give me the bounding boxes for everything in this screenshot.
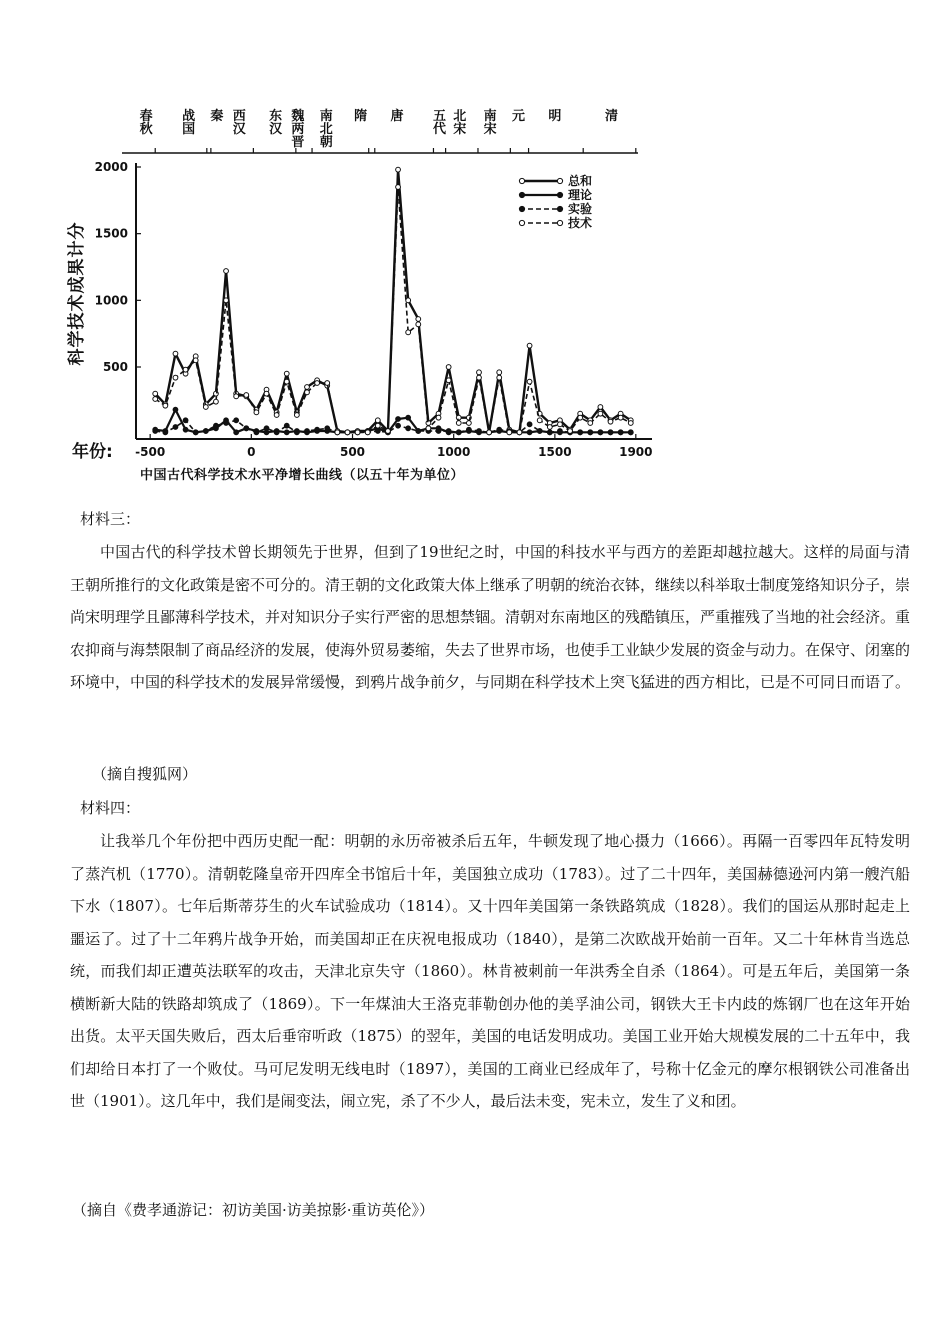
data-point-实验 <box>436 429 441 434</box>
data-point-实验 <box>456 430 461 435</box>
data-point-实验 <box>284 423 289 428</box>
x-tick-label: 500 <box>339 445 366 459</box>
data-point-实验 <box>406 426 411 431</box>
y-axis-label-char: 技 <box>67 312 87 330</box>
material3-paragraph: 中国古代的科学技术曾长期领先于世界，但到了19世纪之时，中国的科技水平与西方的差距却越拉越大。这样的局面与清王朝所推行的文化政策是密不可分的。清王朝的文化政策大体上继承了明朝的统治衣钵，继续以科举取士制度笼络知识分子，崇尚宋明理学且鄙薄科学技术，并对知识分子实行严密的思想禁锢。清朝对东南地区的残酷镇压，严重摧残了当地的社会经济。重农抑商与海禁限制了商品经济的发展，使海外贸易萎缩，失去了世界市场，也使手工业缺少发展的资金与动力。在保守、闭塞的环境中，中国的科学技术的发展异常缓慢，到鸦片战争前夕，与同期在科学技术上突飞猛进的西方相比，已是不可同日而语了。 <box>70 543 911 691</box>
data-point-技术 <box>355 430 360 435</box>
data-point-技术 <box>568 429 573 434</box>
y-tick-label: 500 <box>102 360 128 374</box>
data-point-技术 <box>446 378 451 383</box>
material3-source: （摘自搜狐网） <box>92 765 198 783</box>
data-point-实验 <box>214 423 219 428</box>
data-point-实验 <box>396 423 401 428</box>
dynasty-label: 汉 <box>232 122 246 137</box>
dynasty-label: 西 <box>232 109 246 124</box>
dynasty-label: 隋 <box>354 109 368 124</box>
legend-label: 实验 <box>568 202 593 216</box>
dynasty-label: 南 <box>483 109 497 124</box>
data-point-实验 <box>547 430 552 435</box>
dynasty-label: 明 <box>548 109 562 124</box>
data-point-实验 <box>183 418 188 423</box>
data-point-技术 <box>244 393 249 398</box>
data-point-技术 <box>517 430 522 435</box>
material4-label: 材料四： <box>80 799 141 817</box>
data-point-实验 <box>558 429 563 434</box>
y-axis-label-char: 分 <box>67 222 87 240</box>
data-point-实验 <box>537 429 542 434</box>
legend-label: 技术 <box>568 216 593 230</box>
x-axis-label: 年份: <box>72 442 113 462</box>
data-point-总和 <box>284 371 289 376</box>
data-point-技术 <box>507 430 512 435</box>
dynasty-label: 宋 <box>453 122 467 137</box>
data-point-总和 <box>598 405 603 410</box>
data-point-理论 <box>234 430 239 435</box>
legend-marker <box>557 206 562 211</box>
data-point-总和 <box>446 365 451 370</box>
data-point-技术 <box>315 381 320 386</box>
data-point-总和 <box>497 370 502 375</box>
data-point-技术 <box>456 421 461 426</box>
dynasty-label: 南 <box>319 109 333 124</box>
y-tick-label: 1500 <box>94 226 128 241</box>
dynasty-label: 国 <box>182 122 196 137</box>
data-point-总和 <box>396 167 401 172</box>
data-point-实验 <box>527 422 532 427</box>
dynasty-label: 春 <box>139 109 153 124</box>
data-point-理论 <box>406 415 411 420</box>
data-point-技术 <box>365 430 370 435</box>
dynasty-label: 代 <box>433 122 447 137</box>
y-axis-label-char: 成 <box>67 276 87 294</box>
dynasty-label: 东 <box>269 109 283 124</box>
science-growth-chart <box>60 95 700 495</box>
legend-marker <box>519 206 524 211</box>
y-axis-label-char: 学 <box>67 330 87 348</box>
dynasty-label: 清 <box>605 109 619 124</box>
data-point-技术 <box>183 367 188 372</box>
y-axis-label-char: 果 <box>67 258 87 276</box>
data-point-实验 <box>264 426 269 431</box>
data-point-实验 <box>274 430 279 435</box>
material3-label: 材料三： <box>80 510 141 528</box>
x-tick-label: 1500 <box>538 445 572 459</box>
data-point-实验 <box>466 427 471 432</box>
data-point-技术 <box>477 375 482 380</box>
data-point-技术 <box>487 430 492 435</box>
dynasty-label: 宋 <box>483 122 497 137</box>
data-point-技术 <box>375 423 380 428</box>
data-point-实验 <box>203 429 208 434</box>
data-point-技术 <box>224 298 229 303</box>
x-tick-label: 1900 <box>619 445 653 459</box>
data-point-技术 <box>325 381 330 386</box>
y-axis-label-char: 术 <box>67 294 87 312</box>
data-point-技术 <box>426 426 431 431</box>
dynasty-label: 魏 <box>291 109 305 124</box>
legend-marker <box>519 220 524 225</box>
data-point-技术 <box>274 413 279 418</box>
data-point-总和 <box>527 343 532 348</box>
y-tick-label: 2000 <box>94 160 128 174</box>
dynasty-label: 元 <box>511 109 525 124</box>
data-point-实验 <box>618 430 623 435</box>
chart-caption: 中国古代科学技术水平净增长曲线（以五十年为单位） <box>140 468 465 483</box>
y-axis-label-char: 计 <box>67 240 87 258</box>
data-point-实验 <box>446 429 451 434</box>
data-point-技术 <box>406 330 411 335</box>
data-point-技术 <box>254 410 259 415</box>
data-point-技术 <box>396 185 401 190</box>
dynasty-label: 唐 <box>390 109 404 124</box>
data-point-实验 <box>234 418 239 423</box>
data-point-技术 <box>173 375 178 380</box>
data-point-实验 <box>153 429 158 434</box>
data-point-技术 <box>305 390 310 395</box>
data-point-总和 <box>153 391 158 396</box>
dynasty-label: 朝 <box>319 135 333 150</box>
data-point-理论 <box>527 430 532 435</box>
data-point-理论 <box>173 407 178 412</box>
data-point-总和 <box>477 370 482 375</box>
legend-marker <box>557 178 562 183</box>
data-point-技术 <box>537 418 542 423</box>
material4-source: （摘自《费孝通游记：初访美国·访美掠影·重访英伦》） <box>72 1201 435 1219</box>
data-point-实验 <box>294 430 299 435</box>
data-point-实验 <box>375 429 380 434</box>
data-point-实验 <box>193 430 198 435</box>
data-point-技术 <box>163 403 168 408</box>
material4-body <box>70 825 910 1118</box>
data-point-技术 <box>234 394 239 399</box>
data-point-总和 <box>173 351 178 356</box>
x-tick-label: -500 <box>135 445 166 459</box>
data-point-实验 <box>244 426 249 431</box>
data-point-技术 <box>588 421 593 426</box>
data-point-总和 <box>416 317 421 322</box>
data-point-技术 <box>193 358 198 363</box>
data-point-技术 <box>284 379 289 384</box>
material3-body <box>70 536 910 699</box>
data-point-技术 <box>436 415 441 420</box>
y-axis-label-char: 科 <box>67 348 87 366</box>
data-point-技术 <box>153 397 158 402</box>
dynasty-label: 晋 <box>291 135 305 150</box>
legend-marker <box>519 178 524 183</box>
data-point-实验 <box>305 429 310 434</box>
data-point-实验 <box>588 430 593 435</box>
legend-label: 理论 <box>568 188 593 202</box>
data-point-技术 <box>335 430 340 435</box>
data-point-实验 <box>416 429 421 434</box>
data-point-技术 <box>497 375 502 380</box>
x-tick-label: 1000 <box>436 445 471 459</box>
data-point-技术 <box>618 415 623 420</box>
data-point-技术 <box>214 399 219 404</box>
data-point-技术 <box>608 419 613 424</box>
dynasty-label: 战 <box>182 109 196 124</box>
data-point-实验 <box>608 430 613 435</box>
data-point-实验 <box>628 430 633 435</box>
legend-marker <box>519 192 524 197</box>
data-point-技术 <box>386 429 391 434</box>
data-point-实验 <box>163 430 168 435</box>
data-point-理论 <box>183 427 188 432</box>
dynasty-label: 北 <box>453 109 467 124</box>
data-point-总和 <box>305 385 310 390</box>
data-point-总和 <box>375 418 380 423</box>
data-point-实验 <box>254 430 259 435</box>
data-point-实验 <box>497 427 502 432</box>
dynasty-label: 汉 <box>269 122 283 137</box>
data-point-理论 <box>284 430 289 435</box>
data-point-技术 <box>203 405 208 410</box>
data-point-技术 <box>547 425 552 430</box>
dynasty-label: 秦 <box>210 109 224 124</box>
data-point-实验 <box>173 425 178 430</box>
data-point-实验 <box>315 427 320 432</box>
data-point-理论 <box>396 417 401 422</box>
legend-marker <box>557 192 562 197</box>
dynasty-label: 秋 <box>139 122 153 137</box>
data-point-技术 <box>558 422 563 427</box>
y-tick-label: 1000 <box>94 293 128 308</box>
data-point-技术 <box>628 421 633 426</box>
dynasty-label: 两 <box>291 122 305 137</box>
data-point-技术 <box>416 322 421 327</box>
legend-marker <box>557 220 562 225</box>
material4-paragraph: 让我举几个年份把中西历史配一配：明朝的永历帝被杀后五年，牛顿发现了地心摄力（1666）。再隔一百零四年瓦特发明了蒸汽机（1770）。清朝乾隆皇帝开四库全书馆后十年，美国独立成功（1783）。过了二十四年，美国赫德逊河内第一艘汽船下水（1807）。七年后斯蒂芬生的火车试验成功（1814）。又十四年美国第一条铁路筑成（1828）。我们的国运从那时起走上噩运了。过了十二年鸦片战争开始，而美国却正在庆祝电报成功（1840），是第二次欧战开始前一百年。又二十年林肯当选总统，而我们却正遭英法联军的攻击，天津北京失守（1860）。林肯被刺前一年洪秀全自杀（1864）。可是五年后，美国第一条横断新大陆的铁路却筑成了（1869）。下一年煤油大王洛克菲勒创办他的美孚油公司，钢铁大王卡内歧的炼钢厂也在这年开始出货。太平天国失败后，西太后垂帘听政（1875）的翌年，美国的电话发明成功。美国工业开始大规模发展的二十五年中，我们却给日本打了一个败仗。马可尼发明无线电时（1897），美国的工商业已经成年了，号称十亿金元的摩尔根钢铁公司准备出世（1901）。这几年中，我们是闹变法，闹立宪，杀了不少人，最后法未变，宪未立，发生了义和团。 <box>70 832 910 1110</box>
data-point-技术 <box>598 411 603 416</box>
data-point-实验 <box>224 421 229 426</box>
data-point-实验 <box>325 426 330 431</box>
data-point-技术 <box>466 421 471 426</box>
chart-canvas <box>60 95 700 495</box>
dynasty-label: 五 <box>433 109 447 124</box>
data-point-总和 <box>224 269 229 274</box>
dynasty-label: 北 <box>319 122 333 137</box>
legend-label: 总和 <box>568 174 593 188</box>
data-point-实验 <box>598 430 603 435</box>
data-point-技术 <box>264 391 269 396</box>
data-point-技术 <box>294 413 299 418</box>
data-point-实验 <box>477 429 482 434</box>
data-point-技术 <box>527 379 532 384</box>
data-point-技术 <box>578 415 583 420</box>
data-point-实验 <box>578 430 583 435</box>
x-tick-label: 0 <box>247 445 256 459</box>
data-point-技术 <box>345 430 350 435</box>
